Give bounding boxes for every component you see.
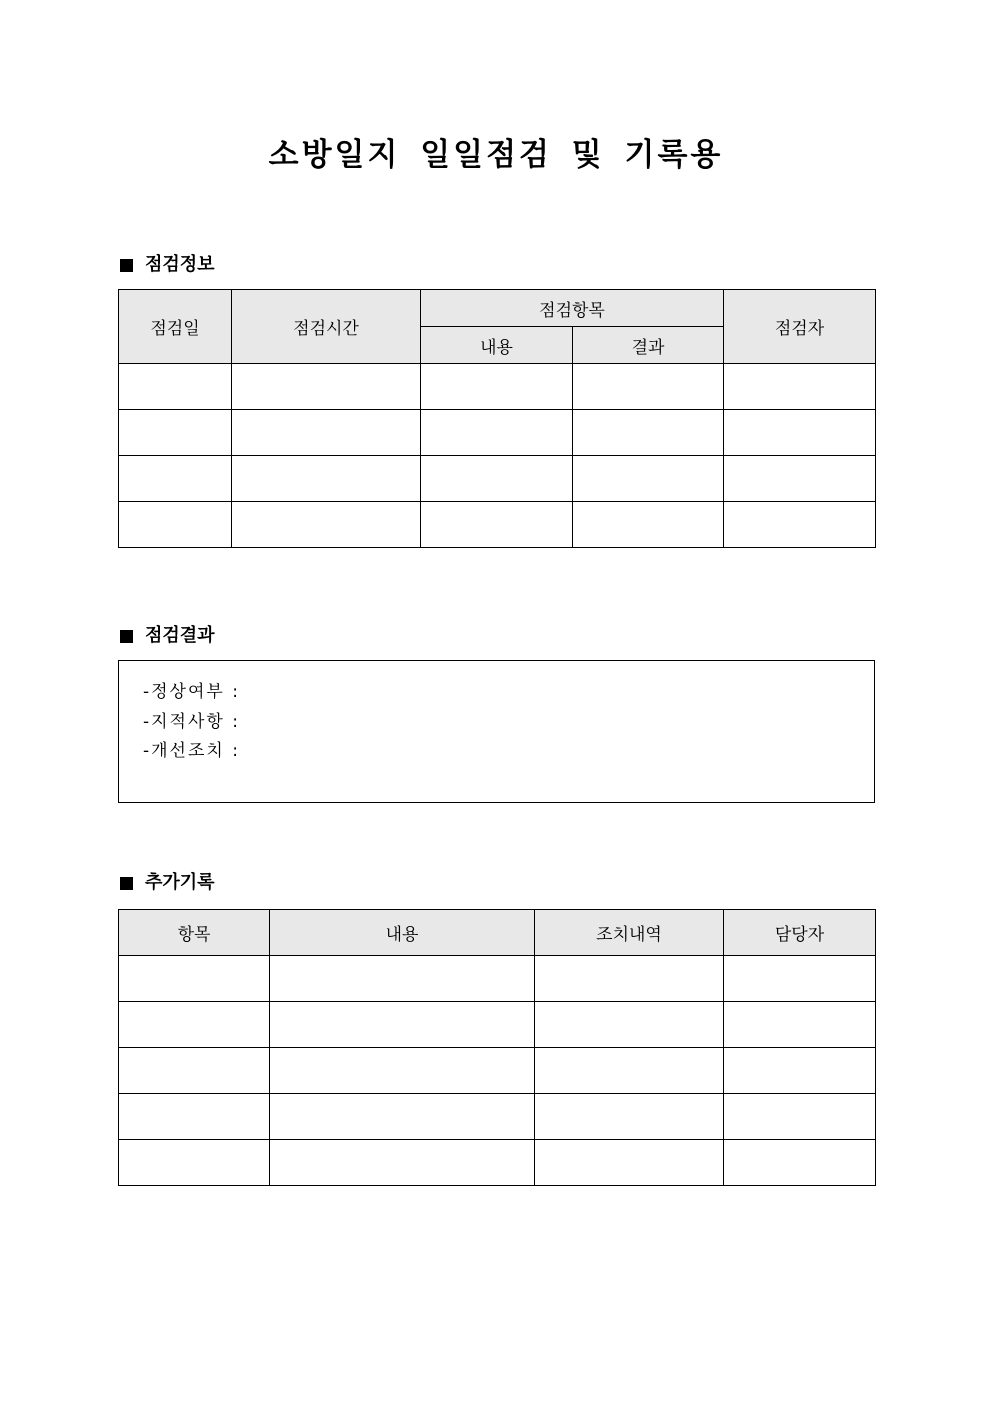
square-bullet-icon	[120, 259, 133, 272]
cell-content[interactable]	[270, 1002, 535, 1048]
table-row	[119, 502, 876, 548]
table-row	[119, 1140, 876, 1186]
cell-time[interactable]	[232, 456, 421, 502]
cell-content[interactable]	[421, 502, 573, 548]
cell-inspector[interactable]	[724, 502, 876, 548]
cell-result[interactable]	[573, 456, 724, 502]
table-row	[119, 1002, 876, 1048]
cell-result[interactable]	[573, 364, 724, 410]
inspection-result-box	[118, 660, 875, 803]
header-content: 내용	[270, 910, 535, 956]
table-row	[119, 364, 876, 410]
cell-date[interactable]	[119, 502, 232, 548]
section-heading-label: 추가기록	[145, 872, 215, 893]
cell-inspector[interactable]	[724, 456, 876, 502]
cell-action[interactable]	[535, 1094, 724, 1140]
table-row	[119, 456, 876, 502]
cell-action[interactable]	[535, 1048, 724, 1094]
cell-item[interactable]	[119, 1140, 270, 1186]
cell-item[interactable]	[119, 956, 270, 1002]
table-row	[119, 956, 876, 1002]
cell-time[interactable]	[232, 410, 421, 456]
cell-manager[interactable]	[724, 1140, 876, 1186]
table-row	[119, 410, 876, 456]
cell-date[interactable]	[119, 364, 232, 410]
cell-date[interactable]	[119, 456, 232, 502]
document-title: 소방일지 일일점검 및 기록용	[268, 137, 724, 173]
cell-item[interactable]	[119, 1002, 270, 1048]
section-heading-inspection-result	[118, 624, 215, 648]
cell-time[interactable]	[232, 502, 421, 548]
cell-content[interactable]	[421, 364, 573, 410]
section-heading-label: 점검정보	[145, 254, 215, 275]
additional-records-table	[118, 909, 876, 1186]
result-line-normal-status[interactable]: -정상여부 :	[143, 682, 240, 702]
section-heading-inspection-info	[118, 253, 215, 277]
header-time: 점검시간	[232, 290, 421, 364]
cell-result[interactable]	[573, 502, 724, 548]
cell-time[interactable]	[232, 364, 421, 410]
cell-content[interactable]	[270, 1048, 535, 1094]
square-bullet-icon	[120, 877, 133, 890]
header-content: 내용	[421, 327, 573, 364]
result-line-findings[interactable]: -지적사항 :	[143, 712, 240, 732]
table-row	[119, 1094, 876, 1140]
cell-manager[interactable]	[724, 1094, 876, 1140]
cell-item[interactable]	[119, 1094, 270, 1140]
inspection-info-table	[118, 289, 876, 548]
cell-content[interactable]	[421, 456, 573, 502]
header-action: 조치내역	[535, 910, 724, 956]
cell-inspector[interactable]	[724, 364, 876, 410]
cell-content[interactable]	[270, 1140, 535, 1186]
cell-result[interactable]	[573, 410, 724, 456]
cell-item[interactable]	[119, 1048, 270, 1094]
table-row	[119, 1048, 876, 1094]
cell-manager[interactable]	[724, 1048, 876, 1094]
cell-action[interactable]	[535, 956, 724, 1002]
cell-date[interactable]	[119, 410, 232, 456]
header-date: 점검일	[119, 290, 232, 364]
header-inspector: 점검자	[724, 290, 876, 364]
header-item: 항목	[119, 910, 270, 956]
cell-manager[interactable]	[724, 1002, 876, 1048]
cell-action[interactable]	[535, 1002, 724, 1048]
section-heading-label: 점검결과	[145, 625, 215, 646]
header-result: 결과	[573, 327, 724, 364]
table-header-row	[119, 290, 876, 327]
header-items: 점검항목	[421, 290, 724, 327]
cell-content[interactable]	[270, 956, 535, 1002]
cell-content[interactable]	[421, 410, 573, 456]
cell-content[interactable]	[270, 1094, 535, 1140]
section-heading-additional-records	[118, 871, 215, 895]
cell-manager[interactable]	[724, 956, 876, 1002]
result-line-improvements[interactable]: -개선조치 :	[143, 741, 240, 761]
table-header-row	[119, 910, 876, 956]
square-bullet-icon	[120, 630, 133, 643]
cell-action[interactable]	[535, 1140, 724, 1186]
header-manager: 담당자	[724, 910, 876, 956]
cell-inspector[interactable]	[724, 410, 876, 456]
